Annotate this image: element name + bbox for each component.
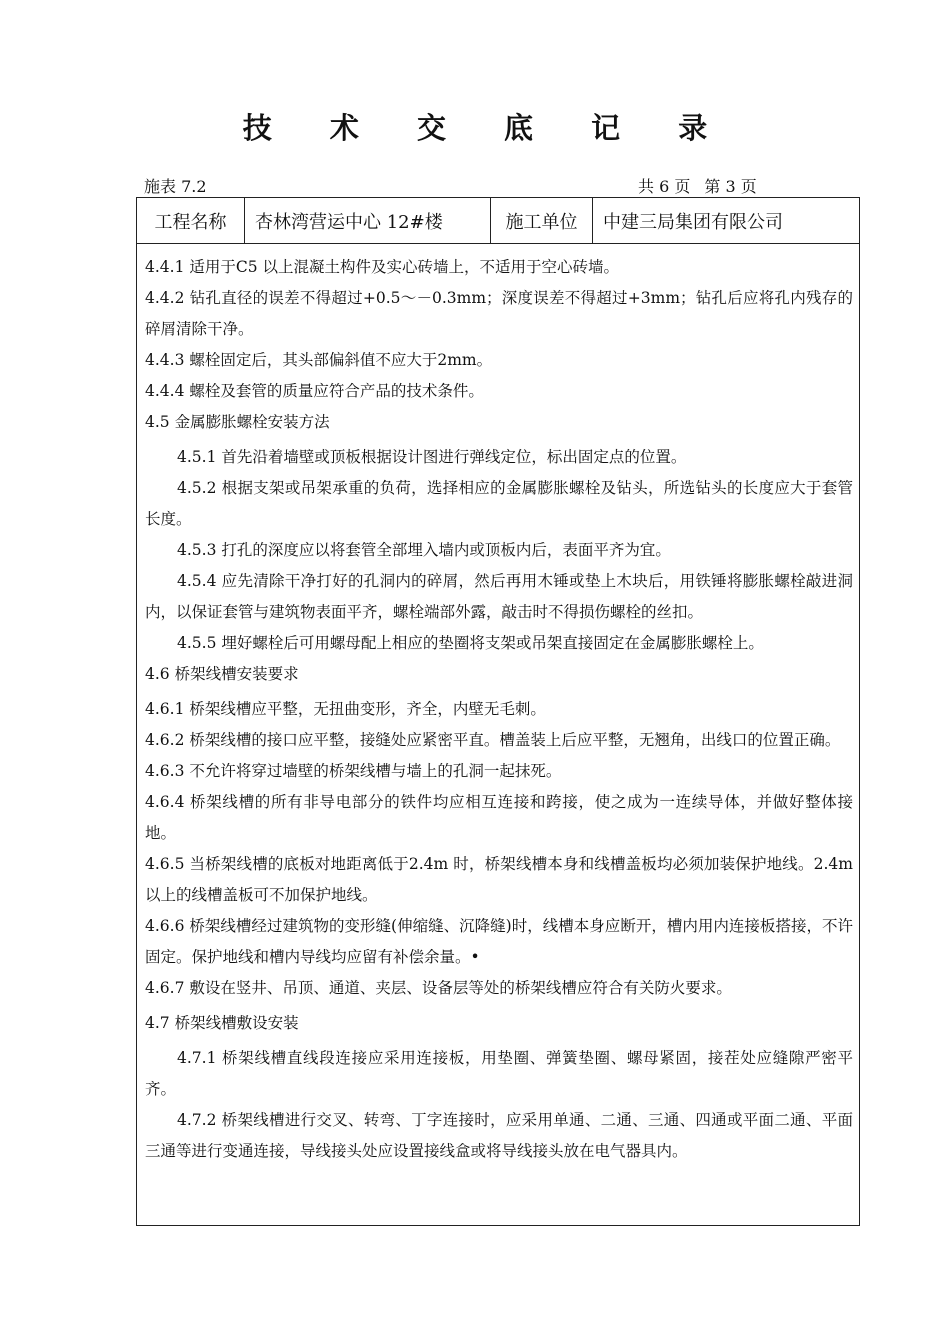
section-4-7-heading: 4.7 桥架线槽敷设安装 [145,1014,299,1032]
paragraph-4-4-1: 4.4.1 适用于C5 以上混凝土构件及实心砖墙上，不适用于空心砖墙。 [145,258,620,276]
project-name-value: 杏林湾营运中心 12#楼 [245,198,491,243]
paragraph-4-5-2: 4.5.2 根据支架或吊架承重的负荷，选择相应的金属膨胀螺栓及钻头，所选钻头的长度应大于套管长度。 [145,479,853,528]
paragraph-4-4-3: 4.4.3 螺栓固定后，其头部偏斜值不应大于2mm。 [145,351,493,369]
disclosure-content [145,252,853,1167]
paragraph-4-6-7: 4.6.7 敷设在竖井、吊顶、通道、夹层、设备层等处的桥架线槽应符合有关防火要求。 [145,979,732,997]
paragraph-4-7-2: 4.7.2 桥架线槽进行交叉、转弯、丁字连接时，应采用单通、二通、三通、四通或平面二通、平面三通等进行变通连接，导线接头处应设置接线盒或将导线接头放在电气器具内。 [145,1111,853,1160]
construction-unit-value: 中建三局集团有限公司 [603,211,783,233]
section-4-6-heading: 4.6 桥架线槽安装要求 [145,665,299,683]
document-title: 技 术 交 底 记 录 [242,111,732,145]
paragraph-4-4-4: 4.4.4 螺栓及套管的质量应符合产品的技术条件。 [145,382,484,400]
header-row [137,198,859,244]
paragraph-4-6-1: 4.6.1 桥架线槽应平整，无扭曲变形，齐全，内壁无毛刺。 [145,700,546,718]
paragraph-4-6-2: 4.6.2 桥架线槽的接口应平整，接缝处应紧密平直。槽盖装上后应平整，无翘角，出线口的位置正确。 [145,731,841,749]
paragraph-4-4-2: 4.4.2 钻孔直径的误差不得超过+0.5～－0.3mm；深度误差不得超过+3mm；钻孔后应将孔内残存的碎屑清除干净。 [145,289,853,338]
paragraph-4-5-3: 4.5.3 打孔的深度应以将套管全部埋入墙内或顶板内后，表面平齐为宜。 [177,541,671,559]
paragraph-4-6-4: 4.6.4 桥架线槽的所有非导电部分的铁件均应相互连接和跨接，使之成为一连续导体，并做好整体接地。 [145,793,853,842]
paragraph-4-6-5: 4.6.5 当桥架线槽的底板对地距离低于2.4m 时，桥架线槽本身和线槽盖板均必须加装保护地线。2.4m 以上的线槽盖板可不加保护地线。 [145,855,853,904]
construction-unit-label: 施工单位 [491,198,593,243]
record-table [136,197,860,1226]
paragraph-4-5-5: 4.5.5 埋好螺栓后可用螺母配上相应的垫圈将支架或吊架直接固定在金属膨胀螺栓上。 [177,634,764,652]
paragraph-4-6-3: 4.6.3 不允许将穿过墙壁的桥架线槽与墙上的孔洞一起抹死。 [145,762,562,780]
total-pages: 共 6 页 [638,177,691,196]
project-name-label: 工程名称 [137,198,245,243]
paragraph-4-5-1: 4.5.1 首先沿着墙壁或顶板根据设计图进行弹线定位，标出固定点的位置。 [177,448,687,466]
paragraph-4-6-6: 4.6.6 桥架线槽经过建筑物的变形缝(伸缩缝、沉降缝)时，线槽本身应断开，槽内用内连接板搭接，不许固定。保护地线和槽内导线均应留有补偿余量。• [145,917,853,966]
section-4-5-heading: 4.5 金属膨胀螺栓安装方法 [145,413,330,431]
paragraph-4-7-1: 4.7.1 桥架线槽直线段连接应采用连接板，用垫圈、弹簧垫圈、螺母紧固，接茬处应缝隙严密平齐。 [145,1049,853,1098]
paragraph-4-5-4: 4.5.4 应先清除干净打好的孔洞内的碎屑，然后再用木锤或垫上木块后，用铁锤将膨胀螺栓敲进洞内，以保证套管与建筑物表面平齐，螺栓端部外露，敲击时不得损伤螺栓的丝扣。 [145,572,853,621]
page-indicator [638,174,771,197]
current-page: 第 3 页 [704,177,757,196]
form-number: 施表 7.2 [144,177,207,196]
